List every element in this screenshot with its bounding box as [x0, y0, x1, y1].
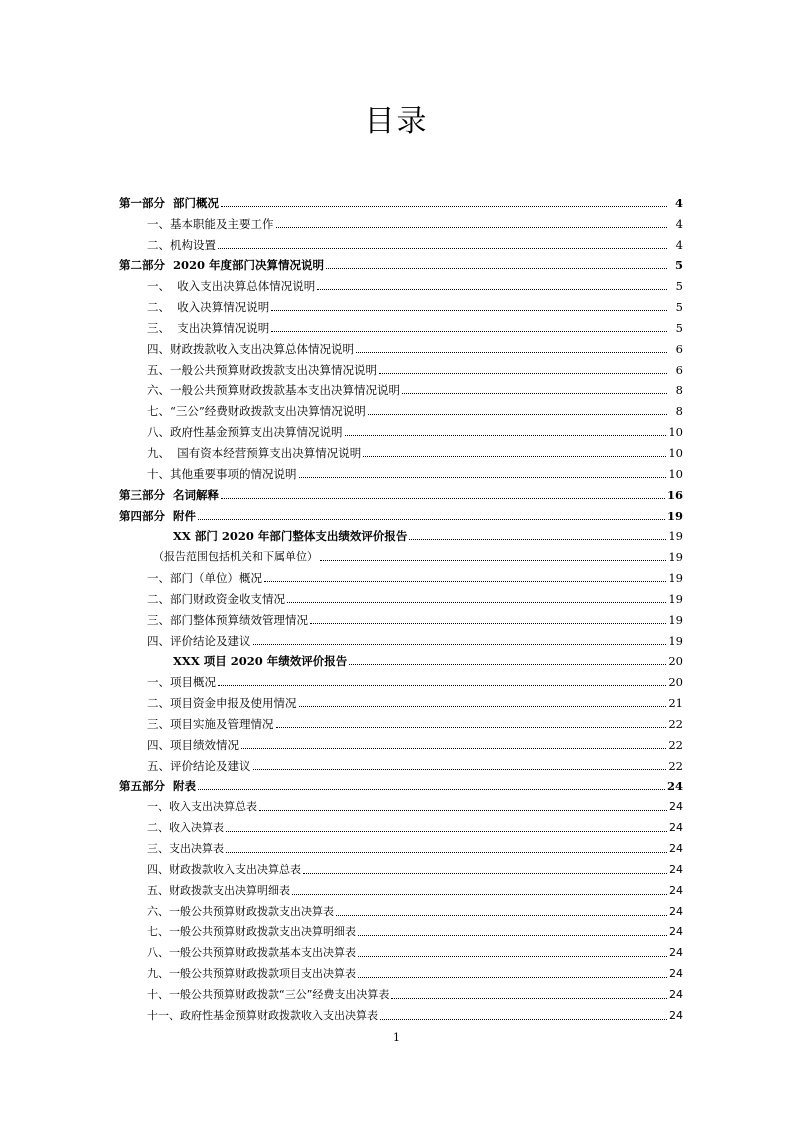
dot-leader [287, 602, 666, 603]
toc-entry-page: 24 [669, 800, 683, 814]
dot-leader [326, 268, 667, 269]
toc-entry[interactable] [119, 731, 683, 752]
toc-entry-page: 8 [675, 383, 683, 398]
dot-leader [409, 539, 666, 540]
dot-leader [310, 623, 666, 624]
toc-entry[interactable] [119, 960, 683, 981]
toc-entry[interactable] [119, 523, 683, 544]
toc-entry-page: 24 [666, 779, 683, 794]
toc-entry-label: 第一部分 部门概况 [119, 195, 220, 210]
toc-entry[interactable] [119, 189, 683, 210]
dot-leader [259, 810, 667, 811]
dot-leader [276, 227, 668, 228]
toc-entry-page: 24 [669, 1008, 683, 1022]
toc-entry-label: 一、基本职能及主要工作 [147, 216, 274, 231]
toc-entry-label: 十、其他重要事项的情况说明 [147, 466, 297, 481]
toc-entry-page: 4 [675, 237, 683, 252]
toc-entry-page: 8 [675, 404, 683, 419]
toc-entry-page: 10 [668, 445, 683, 460]
toc-entry-label: 六、一般公共预算财政拨款支出决算表 [147, 904, 334, 918]
dot-leader [221, 206, 667, 207]
dot-leader [218, 248, 667, 249]
dot-leader [345, 435, 667, 436]
toc-entry[interactable] [119, 773, 683, 794]
toc-entry-label: 三、部门整体预算绩效管理情况 [147, 612, 308, 627]
toc-entry[interactable] [119, 377, 683, 398]
toc-entry-label: 十一、政府性基金预算财政拨款收入支出决算表 [147, 1008, 378, 1022]
toc-entry[interactable] [119, 210, 683, 231]
toc-entry-page: 24 [669, 967, 683, 981]
dot-leader [379, 373, 667, 374]
toc-entry-page: 24 [669, 862, 683, 876]
toc-entry[interactable] [119, 502, 683, 523]
toc-entry[interactable] [119, 481, 683, 502]
toc-entry[interactable] [119, 668, 683, 689]
toc-entry-page: 24 [669, 904, 683, 918]
dot-leader [198, 789, 665, 790]
toc-entry-label: 五、财政拨款支出决算明细表 [147, 883, 290, 897]
toc-entry-page: 16 [666, 487, 683, 502]
toc-entry[interactable] [119, 356, 683, 377]
toc-entry-label: 九、 国有资本经营预算支出决算情况说明 [147, 445, 362, 460]
toc-entry-label: 三、支出决算表 [147, 842, 224, 855]
toc-entry[interactable] [119, 231, 683, 252]
toc-entry[interactable] [119, 877, 683, 898]
dot-leader [253, 769, 667, 770]
toc-entry-page: 24 [669, 925, 683, 939]
toc-entry[interactable] [119, 293, 683, 314]
dot-leader [391, 998, 667, 999]
toc-entry[interactable] [119, 543, 683, 564]
toc-entry-label: 九、一般公共预算财政拨款项目支出决算表 [147, 967, 356, 981]
toc-entry-page: 19 [668, 529, 683, 544]
dot-leader [356, 352, 667, 353]
dot-leader [226, 852, 667, 853]
toc-entry-page: 22 [668, 716, 683, 731]
toc-entry[interactable] [119, 252, 683, 273]
toc-entry[interactable] [119, 439, 683, 460]
dot-leader [299, 706, 667, 707]
toc-entry-page: 20 [668, 675, 683, 690]
toc-entry-label: 七、一般公共预算财政拨款支出决算明细表 [147, 925, 356, 939]
toc-entry-page: 5 [675, 320, 683, 335]
dot-leader [271, 331, 667, 332]
dot-leader [221, 498, 665, 499]
toc-entry-label: 四、评价结论及建议 [147, 633, 251, 648]
toc-entry-label: （报告范围包括机关和下属单位） [153, 550, 318, 564]
toc-entry-label: 三、项目实施及管理情况 [147, 716, 274, 731]
toc-entry-page: 24 [669, 821, 683, 835]
toc-entry-label: 第五部分 附表 [119, 779, 197, 794]
dot-leader [380, 1019, 667, 1020]
toc-entry-page: 24 [669, 946, 683, 960]
toc-entry-label: 第三部分 名词解释 [119, 487, 220, 502]
toc-entry-label: 八、一般公共预算财政拨款基本支出决算表 [147, 946, 356, 960]
toc-entry[interactable] [119, 627, 683, 648]
toc-entry[interactable] [119, 856, 683, 877]
toc-entry-label: 二、部门财政资金收支情况 [147, 591, 285, 606]
dot-leader [264, 581, 666, 582]
toc-entry-page: 20 [668, 654, 683, 669]
toc-entry-label: 第四部分 附件 [119, 508, 197, 523]
toc-entry-label: XX 部门 2020 年部门整体支出绩效评价报告 [173, 529, 408, 544]
toc-entry[interactable] [119, 272, 683, 293]
toc-entry[interactable] [119, 919, 683, 940]
toc-entry-page: 24 [669, 842, 683, 855]
toc-entry[interactable] [119, 460, 683, 481]
toc-entry-label: 一、部门（单位）概况 [147, 571, 262, 586]
table-of-contents [119, 189, 683, 1023]
dot-leader [349, 664, 666, 665]
toc-entry-page: 19 [668, 633, 683, 648]
toc-entry-label: 四、财政拨款收入支出决算总表 [147, 862, 301, 876]
toc-entry[interactable] [119, 835, 683, 856]
toc-entry-page: 5 [675, 300, 683, 315]
dot-leader [336, 915, 667, 916]
dot-leader [320, 560, 666, 561]
toc-entry-page: 19 [668, 612, 683, 627]
toc-entry-page: 24 [669, 883, 683, 897]
toc-entry-label: 二、机构设置 [147, 237, 216, 252]
toc-entry-label: 一、项目概况 [147, 675, 216, 690]
page-title: 目录 [364, 104, 429, 139]
toc-entry-page: 10 [668, 466, 683, 481]
dot-leader [276, 727, 667, 728]
toc-entry[interactable] [119, 710, 683, 731]
toc-entry[interactable] [119, 606, 683, 627]
toc-entry-label: 六、一般公共预算财政拨款基本支出决算情况说明 [147, 383, 400, 398]
toc-entry-label: 七、“三公”经费财政拨款支出决算情况说明 [147, 404, 366, 419]
toc-entry-page: 6 [675, 362, 683, 377]
toc-entry-label: 十、一般公共预算财政拨款“三公”经费支出决算表 [147, 987, 390, 1001]
dot-leader [402, 393, 667, 394]
toc-entry[interactable] [119, 939, 683, 960]
toc-entry[interactable] [119, 1002, 683, 1023]
toc-entry[interactable] [119, 689, 683, 710]
toc-entry[interactable] [119, 814, 683, 835]
toc-entry-page: 4 [675, 216, 683, 231]
dot-leader [292, 894, 667, 895]
dot-leader [241, 748, 666, 749]
dot-leader [218, 685, 666, 686]
toc-entry[interactable] [119, 335, 683, 356]
toc-entry-label: 第二部分 2020 年度部门决算情况说明 [119, 258, 325, 273]
dot-leader [253, 644, 667, 645]
toc-entry[interactable] [119, 981, 683, 1002]
toc-entry[interactable] [119, 564, 683, 585]
dot-leader [363, 456, 666, 457]
toc-entry-label: XXX 项目 2020 年绩效评价报告 [173, 654, 348, 669]
dot-leader [358, 935, 667, 936]
toc-entry-page: 19 [668, 591, 683, 606]
toc-entry-page: 24 [669, 987, 683, 1001]
toc-entry-page: 19 [666, 508, 683, 523]
toc-entry[interactable] [119, 418, 683, 439]
dot-leader [358, 977, 667, 978]
dot-leader [368, 414, 667, 415]
toc-entry-label: 四、项目绩效情况 [147, 737, 239, 752]
toc-entry-page: 22 [668, 758, 683, 773]
toc-entry-label: 三、 支出决算情况说明 [147, 320, 270, 335]
toc-entry-page: 4 [674, 195, 683, 210]
toc-entry-page: 22 [668, 737, 683, 752]
toc-entry[interactable] [119, 793, 683, 814]
dot-leader [198, 519, 665, 520]
toc-entry-page: 19 [668, 571, 683, 586]
toc-entry-page: 21 [668, 696, 683, 711]
toc-entry-page: 6 [675, 341, 683, 356]
toc-entry-label: 一、 收入支出决算总体情况说明 [147, 279, 316, 294]
toc-entry-label: 八、政府性基金预算支出决算情况说明 [147, 425, 343, 440]
toc-entry-label: 四、财政拨款收入支出决算总体情况说明 [147, 341, 354, 356]
toc-entry-label: 五、评价结论及建议 [147, 758, 251, 773]
toc-entry-page: 5 [675, 279, 683, 294]
toc-entry[interactable] [119, 397, 683, 418]
dot-leader [271, 310, 667, 311]
toc-entry[interactable] [119, 752, 683, 773]
page-number: 1 [393, 1031, 400, 1044]
toc-entry-label: 五、一般公共预算财政拨款支出决算情况说明 [147, 362, 377, 377]
dot-leader [317, 289, 667, 290]
toc-entry-label: 一、收入支出决算总表 [147, 800, 257, 814]
toc-entry-page: 19 [668, 550, 683, 565]
toc-entry[interactable] [119, 648, 683, 669]
dot-leader [303, 873, 667, 874]
toc-entry-page: 5 [674, 258, 683, 273]
toc-entry[interactable] [119, 585, 683, 606]
dot-leader [358, 956, 667, 957]
toc-entry[interactable] [119, 898, 683, 919]
toc-entry-page: 10 [668, 425, 683, 440]
toc-entry[interactable] [119, 314, 683, 335]
toc-entry-label: 二、项目资金申报及使用情况 [147, 696, 297, 711]
toc-entry-label: 二、收入决算表 [147, 821, 224, 835]
dot-leader [299, 477, 667, 478]
dot-leader [226, 831, 667, 832]
toc-entry-label: 二、 收入决算情况说明 [147, 300, 270, 315]
